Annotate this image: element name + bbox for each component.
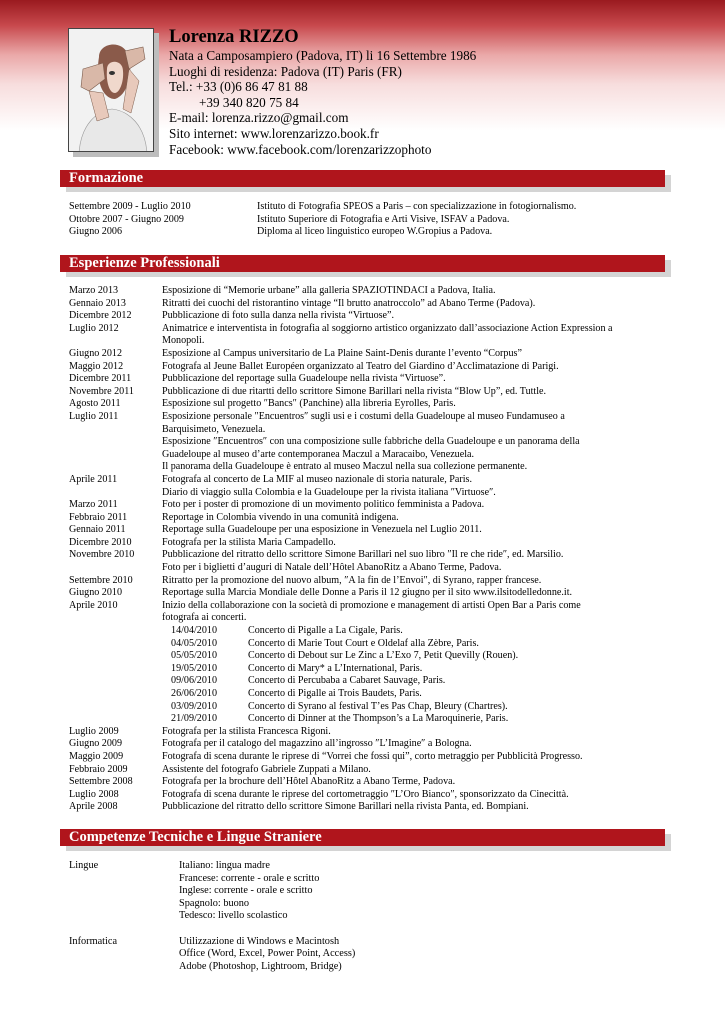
list-item xyxy=(69,738,669,751)
skill-lines xyxy=(179,936,355,974)
skill-line: Utilizzazione di Windows e Macintosh xyxy=(179,935,340,947)
section-title-competenze: Competenze Tecniche e Lingue Straniere xyxy=(60,829,665,846)
item-date: Novembre 2010 xyxy=(69,549,135,561)
item-text: Fotografa per il catalogo del magazzino all’ingrosso ″L’Imagine″ a Bologna. xyxy=(162,738,472,750)
item-text: Fotografa di scena durante le riprese del cortometraggio ″L’Oro Bianco″, sponsorizzato da Cinecittà. xyxy=(162,788,569,800)
list-item xyxy=(69,335,669,348)
competenze-list xyxy=(69,860,355,986)
phone-fr: Tel.: +33 (0)6 86 47 81 88 xyxy=(169,79,308,95)
concert-text: Concerto di Marie Tout Court e Oldelaf alla Zèbre, Paris. xyxy=(248,637,479,649)
list-item xyxy=(69,487,669,500)
skill-label: Informatica xyxy=(69,935,118,947)
concert-item xyxy=(69,713,669,726)
item-date: Giugno 2006 xyxy=(69,226,122,238)
item-text: Fotografa al Jeune Ballet Européen organizzato al Teatro del Giardino d’Acclimatazione di Parigi. xyxy=(162,360,559,372)
email: E-mail: lorenza.rizzo@gmail.com xyxy=(169,110,349,126)
list-item xyxy=(69,348,669,361)
concert-date: 05/05/2010 xyxy=(171,650,217,662)
item-text: Monopoli. xyxy=(162,335,205,347)
residence-info: Luoghi di residenza: Padova (IT) Paris (FR) xyxy=(169,63,402,79)
item-date xyxy=(69,461,162,474)
item-text: Foto per i poster di promozione di un movimento politico femminista a Padova. xyxy=(162,499,485,511)
esperienze-list xyxy=(69,285,669,814)
item-date: Agosto 2011 xyxy=(69,398,121,410)
list-item xyxy=(69,411,669,424)
list-item xyxy=(69,436,669,449)
item-text: Il panorama della Guadeloupe è entrato al museo Maczul nella sua collezione permanente. xyxy=(162,461,528,473)
item-date: Settembre 2010 xyxy=(69,574,133,586)
concert-item xyxy=(69,701,669,714)
skill-line: Office (Word, Excel, Power Point, Access) xyxy=(179,948,356,960)
concert-text: Concerto di Debout sur Le Zinc a L’Exo 7, Petit Quevilly (Rouen). xyxy=(248,650,519,662)
item-date: Marzo 2011 xyxy=(69,499,118,511)
list-item xyxy=(69,801,669,814)
item-text: Fotografa per la brochure dell’Hôtel AbanoRitz a Abano Terme, Padova. xyxy=(162,776,456,788)
item-date: Luglio 2008 xyxy=(69,788,119,800)
item-text: Assistente del fotografo Gabriele Zuppati a Milano. xyxy=(162,763,371,775)
concert-date: 14/04/2010 xyxy=(171,625,217,637)
skill-line: Inglese: corrente - orale e scritto xyxy=(179,885,313,897)
item-text: Fotografa al concerto de La MIF al museo nazionale di storia naturale, Paris. xyxy=(162,473,472,485)
website: Sito internet: www.lorenzarizzo.book.fr xyxy=(169,125,379,141)
list-item xyxy=(69,562,669,575)
item-text: Barquisimeto, Venezuela. xyxy=(162,423,266,435)
list-item xyxy=(69,398,669,411)
list-item xyxy=(69,424,669,437)
item-date: Giugno 2009 xyxy=(69,738,122,750)
list-item xyxy=(69,789,669,802)
item-text: Fotografa per la stilista Francesca Rigoni. xyxy=(162,725,331,737)
item-text: Istituto Superiore di Fotografia e Arti Visive, ISFAV a Padova. xyxy=(257,213,510,225)
list-item xyxy=(69,373,669,386)
list-item xyxy=(69,512,669,525)
concert-text: Concerto di Pigalle ai Trois Baudets, Paris. xyxy=(248,688,422,699)
concert-item xyxy=(69,675,669,688)
item-date: Dicembre 2012 xyxy=(69,310,132,322)
item-date: Gennaio 2011 xyxy=(69,524,126,536)
section-title-formazione: Formazione xyxy=(60,170,665,187)
item-text: Pubblicazione del reportage sulla Guadeloupe nella rivista “Virtuose”. xyxy=(162,373,446,385)
portrait-image xyxy=(69,29,154,152)
item-text: Ritratto per la promozione del nuovo album, ″A la fin de l’Envoi″, di Syrano, rapper francese. xyxy=(162,574,542,586)
skill-group xyxy=(69,936,355,974)
person-name: Lorenza RIZZO xyxy=(169,27,299,47)
item-text: Ritratti dei cuochi del ristorantino vintage “Il brutto anatroccolo” ad Abano Terme (Padova). xyxy=(162,297,536,309)
skill-line: Francese: corrente - orale e scritto xyxy=(179,872,320,884)
item-date: Aprile 2008 xyxy=(69,801,118,813)
item-text: Esposizione sul progetto ″Bancs″ (Panchine) alla libreria Eyrolles, Paris. xyxy=(162,398,456,410)
concert-date: 21/09/2010 xyxy=(171,713,217,725)
skill-line: Italiano: lingua madre xyxy=(179,860,270,871)
list-item xyxy=(69,474,669,487)
formazione-list xyxy=(69,201,576,239)
list-item xyxy=(69,461,669,474)
list-item xyxy=(69,310,669,323)
item-date xyxy=(69,335,162,348)
item-text: Esposizione al Campus universitario de La Plaine Saint-Denis durante l’evento “Corpus” xyxy=(162,347,522,359)
skill-label: Lingue xyxy=(69,860,99,871)
concert-item xyxy=(69,688,669,701)
list-item xyxy=(69,612,669,625)
item-text: Guadeloupe al museo d’arte contemporanea Maczul a Maracaibo, Venezuela. xyxy=(162,448,475,460)
list-item xyxy=(69,449,669,462)
list-item xyxy=(69,587,669,600)
list-item xyxy=(69,226,576,239)
concert-item xyxy=(69,663,669,676)
item-date: Febbraio 2009 xyxy=(69,763,128,775)
item-date: Settembre 2008 xyxy=(69,776,133,788)
concert-item xyxy=(69,638,669,651)
item-date: Novembre 2011 xyxy=(69,385,134,397)
item-text: Reportage in Colombia vivendo in una comunità indigena. xyxy=(162,511,399,523)
list-item xyxy=(69,201,576,214)
item-date: Luglio 2011 xyxy=(69,410,119,422)
item-text: Pubblicazione di due ritartti dello scrittore Simone Barillari nella rivista “Blow Up”, ed. Tuttle. xyxy=(162,385,547,397)
list-item xyxy=(69,600,669,613)
item-date: Maggio 2012 xyxy=(69,360,124,372)
skill-group xyxy=(69,860,355,923)
list-item xyxy=(69,776,669,789)
birth-info: Nata a Camposampiero (Padova, IT) li 16 Settembre 1986 xyxy=(169,48,477,63)
item-date: Luglio 2009 xyxy=(69,725,119,737)
item-text: Fotografa di scena durante le riprese di “Vorrei che fossi qui”, corto metraggio per Pubblicità Progresso. xyxy=(162,750,583,762)
item-date: Maggio 2009 xyxy=(69,750,124,762)
list-item xyxy=(69,726,669,739)
item-text: Esposizione ″Encuentros″ con una composizione sulle fabbriche della Guadeloupe e un panorama della xyxy=(162,436,580,448)
list-item xyxy=(69,537,669,550)
list-item xyxy=(69,214,576,227)
list-item xyxy=(69,751,669,764)
skill-line: Adobe (Photoshop, Lightroom, Bridge) xyxy=(179,960,342,972)
section-title-esperienze: Esperienze Professionali xyxy=(60,255,665,272)
list-item xyxy=(69,361,669,374)
item-text: Fotografa per la stilista Maria Campadello. xyxy=(162,536,336,548)
item-text: Reportage sulla Guadeloupe per una esposizione in Venezuela nel Luglio 2011. xyxy=(162,524,482,536)
item-date: Aprile 2010 xyxy=(69,599,118,611)
item-date: Dicembre 2011 xyxy=(69,373,132,385)
list-item xyxy=(69,298,669,311)
facebook: Facebook: www.facebook.com/lorenzarizzophoto xyxy=(169,141,432,157)
item-text: Foto per i biglietti d’auguri di Natale dell’Hôtel AbanoRitz a Abano Terme, Padova. xyxy=(162,562,502,574)
item-text: Pubblicazione del ritratto dello scrittore Simone Barillari nel suo libro ″Il re che ride″, ed. Marsilio. xyxy=(162,549,564,561)
concert-date: 09/06/2010 xyxy=(171,675,217,687)
item-text: Animatrice e interventista in fotografia al soggiorno artistico organizzato dall’associazione Action Expression a xyxy=(162,322,613,334)
item-text: Istituto di Fotografia SPEOS a Paris – con specializzazione in fotogiornalismo. xyxy=(257,201,577,212)
concert-item xyxy=(69,650,669,663)
concert-text: Concerto di Percubaba a Cabaret Sauvage, Paris. xyxy=(248,675,446,687)
contact-block xyxy=(169,27,476,157)
item-text: Pubblicazione del ritratto dello scrittore Simone Barillari nella rivista Panta, ed. Bompiani. xyxy=(162,801,529,813)
list-item xyxy=(69,386,669,399)
item-text: Diploma al liceo linguistico europeo W.Gropius a Padova. xyxy=(257,226,493,238)
item-date xyxy=(69,449,162,462)
list-item xyxy=(69,575,669,588)
item-date xyxy=(69,562,162,575)
item-date: Dicembre 2010 xyxy=(69,536,132,548)
profile-photo xyxy=(68,28,154,152)
list-item xyxy=(69,323,669,336)
list-item xyxy=(69,499,669,512)
item-text: Esposizione di “Memorie urbane” alla galleria SPAZIOTINDACI a Padova, Italia. xyxy=(162,285,496,296)
skill-lines xyxy=(179,860,319,923)
item-text: Esposizione personale ″Encuentros″ sugli usi e i costumi della Guadeloupe al museo Fundamuseo a xyxy=(162,410,565,422)
item-date: Giugno 2012 xyxy=(69,347,122,359)
phone-it: +39 340 820 75 84 xyxy=(199,94,299,110)
item-date: Ottobre 2007 - Giugno 2009 xyxy=(69,213,184,225)
item-text: fotografa ai concerti. xyxy=(162,612,247,624)
item-date xyxy=(69,424,162,437)
list-item xyxy=(69,524,669,537)
item-date: Gennaio 2013 xyxy=(69,297,126,309)
item-date: Luglio 2012 xyxy=(69,322,119,334)
item-text: Diario di viaggio sulla Colombia e la Guadeloupe per la rivista italiana ″Virtuose″. xyxy=(162,486,496,498)
item-date: Marzo 2013 xyxy=(69,285,119,296)
concert-date: 19/05/2010 xyxy=(171,662,217,674)
item-text: Inizio della collaborazione con la società di promozione e management di artisti Open Bar a Paris come xyxy=(162,599,581,611)
concert-text: Concerto di Pigalle a La Cigale, Paris. xyxy=(248,625,403,637)
concert-date: 04/05/2010 xyxy=(171,637,217,649)
skill-line: Spagnolo: buono xyxy=(179,897,250,909)
item-date xyxy=(69,487,162,500)
item-date xyxy=(69,436,162,449)
concert-item xyxy=(69,625,669,638)
item-date: Febbraio 2011 xyxy=(69,511,128,523)
list-item xyxy=(69,764,669,777)
concert-text: Concerto di Mary* a L’International, Paris. xyxy=(248,662,423,674)
item-date: Settembre 2009 - Luglio 2010 xyxy=(69,201,191,212)
concert-date: 03/09/2010 xyxy=(171,700,217,712)
item-date: Aprile 2011 xyxy=(69,473,118,485)
concert-text: Concerto di Syrano al festival T’es Pas Chap, Bleury (Chartres). xyxy=(248,700,508,712)
skill-line: Tedesco: livello scolastico xyxy=(179,910,288,922)
list-item xyxy=(69,549,669,562)
item-text: Reportage sulla Marcia Mondiale delle Donne a Paris il 12 giugno per il sito www.ilsitodelledonne.it. xyxy=(162,587,573,599)
concert-text: Concerto di Dinner at the Thompson’s a La Maroquinerie, Paris. xyxy=(248,713,509,725)
item-date: Giugno 2010 xyxy=(69,587,122,599)
list-item xyxy=(69,285,669,298)
concert-date: 26/06/2010 xyxy=(171,688,217,699)
item-date xyxy=(69,612,162,625)
item-text: Pubblicazione di foto sulla danza nella rivista “Virtuose”. xyxy=(162,310,395,322)
